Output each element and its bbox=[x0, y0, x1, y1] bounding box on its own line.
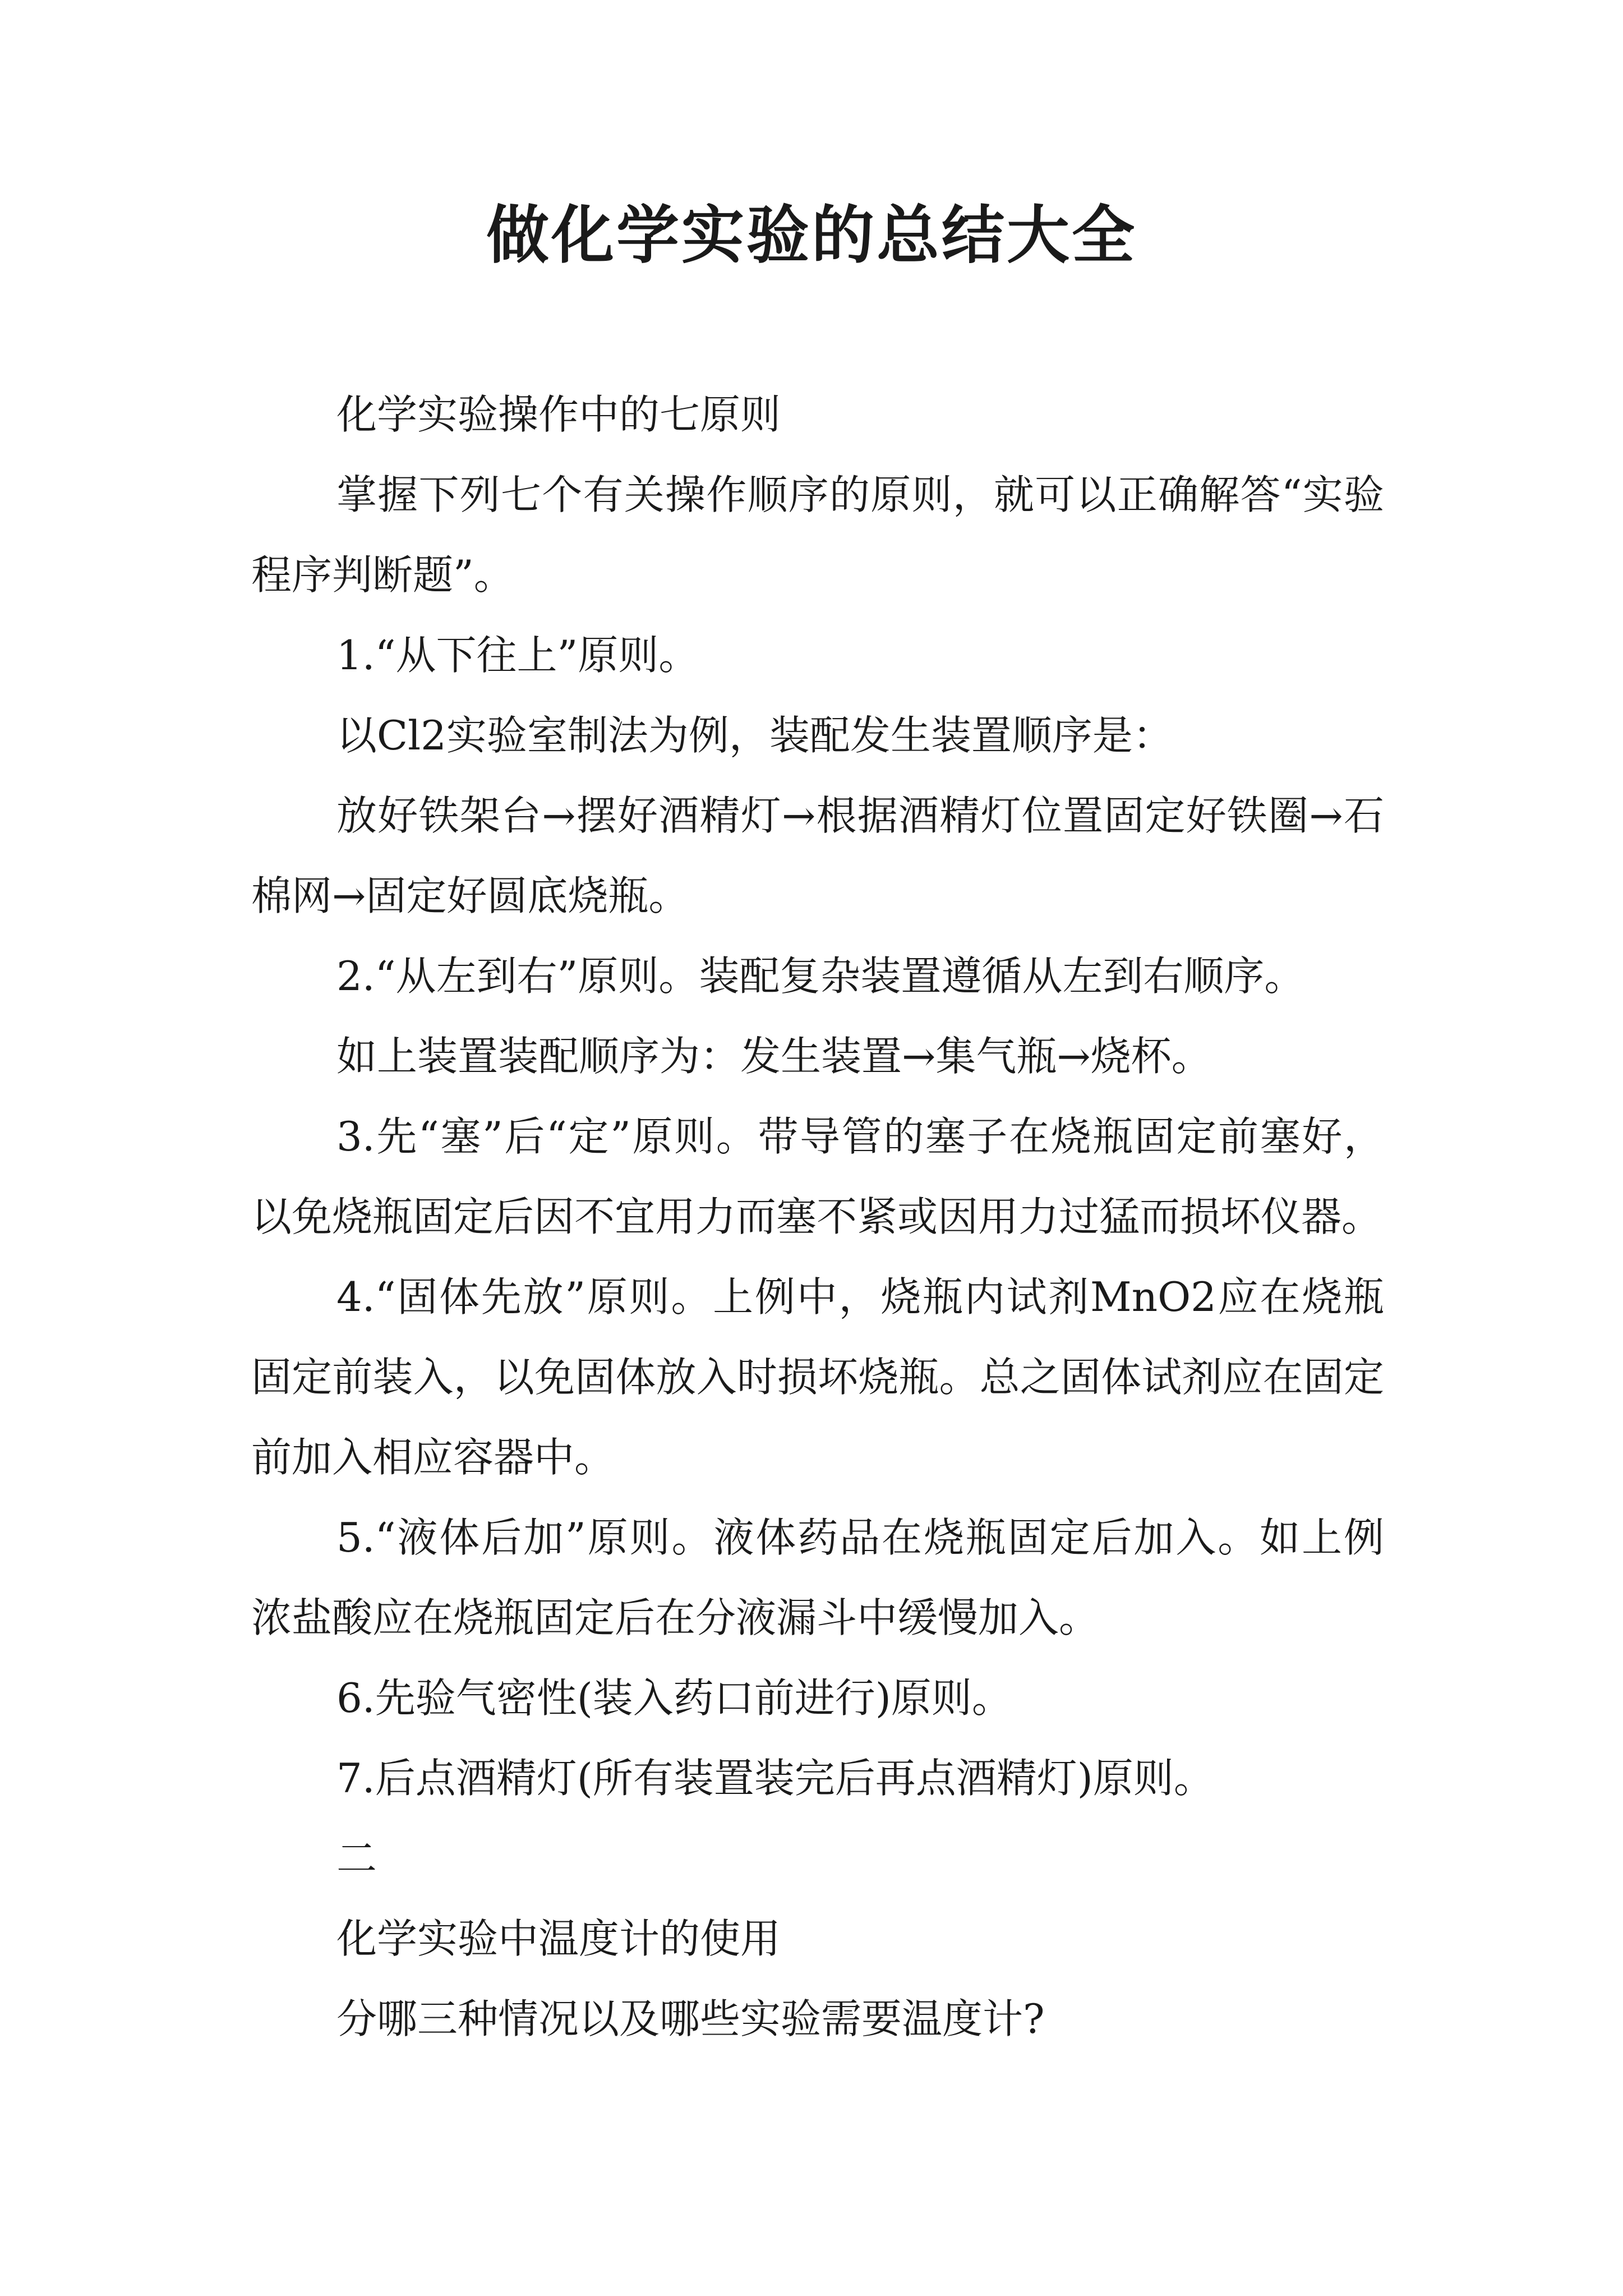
paragraph-principle-3: 3.先“塞”后“定”原则。带导管的塞子在烧瓶固定前塞好，以免烧瓶固定后因不宜用力而塞不紧或因用力过猛而损坏仪器。 bbox=[251, 1113, 1384, 1240]
paragraph-principle-5: 5.“液体后加”原则。液体药品在烧瓶固定后加入。如上例浓盐酸应在烧瓶固定后在分液漏斗中缓慢加入。 bbox=[251, 1514, 1384, 1641]
paragraph-seven-principles-heading: 化学实验操作中的七原则 bbox=[336, 391, 781, 438]
paragraph-thermometer-heading: 化学实验中温度计的使用 bbox=[336, 1915, 781, 1962]
paragraph-cl2-example: 以Cl2实验室制法为例，装配发生装置顺序是： bbox=[336, 712, 1173, 759]
paragraph-assembly-order: 如上装置装配顺序为：发生装置→集气瓶→烧杯。 bbox=[336, 1033, 1212, 1080]
paragraph-principle-1: 1.“从下往上”原则。 bbox=[336, 632, 699, 679]
paragraph-assembly-steps: 放好铁架台→摆好酒精灯→根据酒精灯位置固定好铁圈→石棉网→固定好圆底烧瓶。 bbox=[251, 792, 1384, 919]
paragraph-thermometer-question: 分哪三种情况以及哪些实验需要温度计? bbox=[336, 1995, 1045, 2042]
document-title: 做化学实验的总结大全 bbox=[486, 199, 1137, 272]
paragraph-principle-4: 4.“固体先放”原则。上例中，烧瓶内试剂MnO2应在烧瓶固定前装入，以免固体放入时损坏烧瓶。总之固体试剂应在固定前加入相应容器中。 bbox=[251, 1273, 1384, 1481]
paragraph-section-two: 二 bbox=[336, 1835, 377, 1882]
document-body bbox=[251, 375, 1384, 2059]
paragraph-principle-7: 7.后点酒精灯(所有装置装完后再点酒精灯)原则。 bbox=[336, 1755, 1214, 1802]
paragraph-principle-6: 6.先验气密性(装入药口前进行)原则。 bbox=[336, 1674, 1012, 1722]
paragraph-principle-2: 2.“从左到右”原则。装配复杂装置遵循从左到右顺序。 bbox=[336, 953, 1305, 1000]
paragraph-intro: 掌握下列七个有关操作顺序的原则，就可以正确解答“实验程序判断题”。 bbox=[251, 471, 1384, 599]
